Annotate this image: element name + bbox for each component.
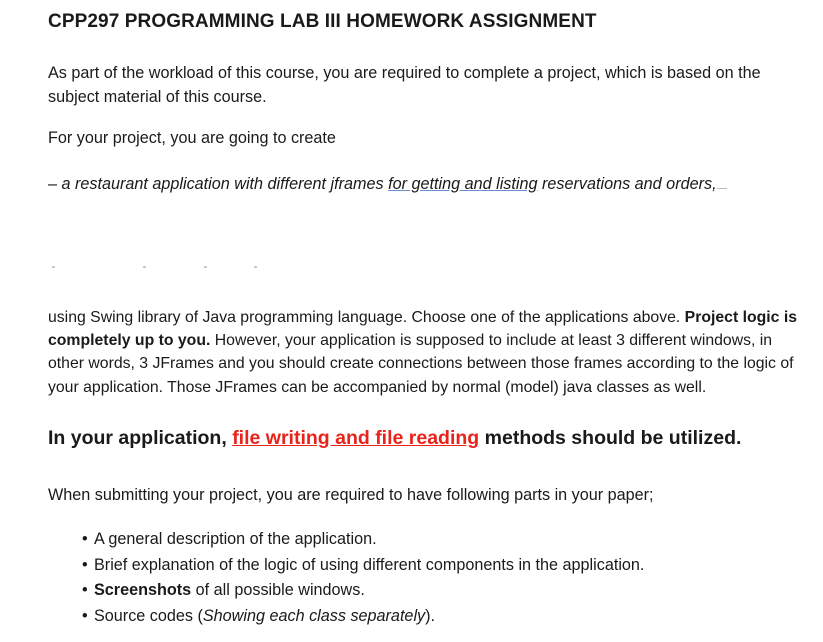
list-item — [82, 604, 644, 630]
bullet-bold-text: Screenshots — [94, 581, 192, 599]
swing-paragraph-bold: Project logic is completely up to you. — [48, 309, 798, 350]
list-item — [82, 527, 644, 553]
bullet-text-suffix: ). — [425, 606, 436, 625]
submission-lead: When submitting your project, you are required to have following parts in your paper; — [48, 486, 654, 504]
project-item — [48, 172, 808, 196]
file-methods-heading — [48, 426, 808, 450]
faint-mark — [254, 266, 257, 268]
faint-mark — [143, 266, 146, 268]
swing-paragraph-part2: However, your application is supposed to include at least 3 different windows, in other words, 3 JFrames and you should create connections between those frames according to the logic of your application. Those JFrames can be accompanied by normal (model) java classes as well. — [48, 332, 794, 396]
document-title: CPP297 PROGRAMMING LAB III HOMEWORK ASSIGNMENT — [48, 11, 597, 32]
bullet-icon: • — [82, 606, 88, 625]
submission-list — [82, 527, 644, 629]
intro-paragraph: As part of the workload of this course, you are required to complete a project, which is based on the subject material of this course. — [48, 64, 761, 106]
swing-paragraph-part1: using Swing library of Java programming language. Choose one of the applications above. — [48, 309, 685, 326]
bullet-italic-text: Showing each class separately — [202, 606, 426, 625]
list-item — [82, 553, 644, 579]
file-methods-suffix: methods should be utilized. — [479, 427, 742, 449]
bullet-icon: • — [82, 555, 88, 574]
project-item-prefix: – a restaurant application with different jframes — [48, 175, 389, 193]
trailing-rule — [717, 174, 727, 189]
swing-paragraph — [48, 306, 808, 399]
bullet-text: A general description of the application. — [94, 530, 377, 548]
bullet-text: of all possible windows. — [191, 581, 365, 599]
bullet-text: Brief explanation of the logic of using different components in the application. — [94, 555, 645, 574]
faint-mark — [204, 266, 207, 268]
project-item-suffix: reservations and orders, — [537, 175, 717, 193]
bullet-icon: • — [82, 530, 88, 548]
bullet-icon: • — [82, 581, 88, 599]
project-item-underlined: for getting and listing — [388, 175, 538, 193]
project-lead: For your project, you are going to create — [48, 129, 336, 147]
faint-marks — [48, 262, 308, 272]
bullet-text-prefix: Source codes ( — [94, 606, 203, 625]
file-methods-link[interactable]: file writing and file reading — [232, 427, 480, 449]
faint-mark — [52, 266, 55, 268]
file-methods-prefix: In your application, — [48, 427, 233, 449]
list-item — [82, 578, 644, 604]
